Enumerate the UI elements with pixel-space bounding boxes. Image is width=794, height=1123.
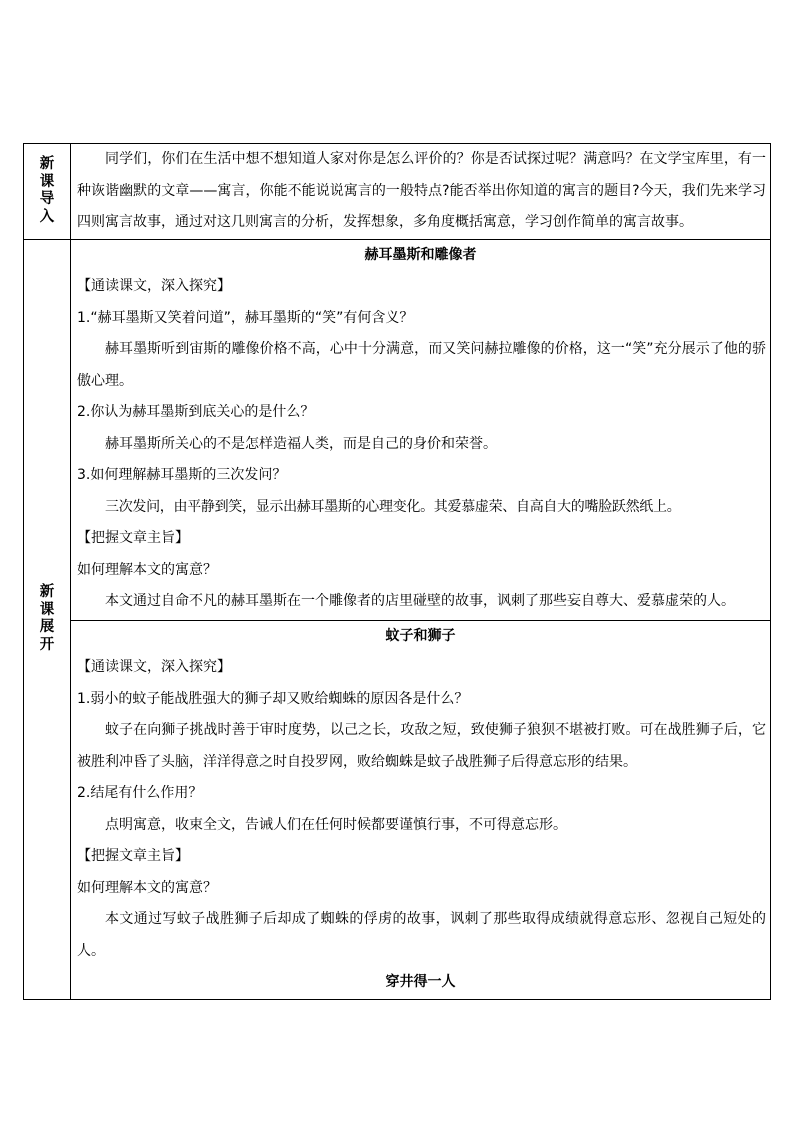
question: 3.如何理解赫耳墨斯的三次发问？ bbox=[77, 467, 287, 483]
answer: 蚊子在向狮子挑战时善于审时度势，以己之长，攻敌之短，致使狮子狼狈不堪被打败。可在战胜狮子后，它被胜利冲昏了头脑，洋洋得意之时自投罗网，败给蜘蛛是蚊子战胜狮子后得意忘形的结果。 bbox=[77, 722, 766, 770]
section-heading: 【把握文章主旨】 bbox=[77, 530, 189, 546]
answer: 三次发问，由平静到笑，显示出赫耳墨斯的心理变化。其爱慕虚荣、自高自大的嘴脸跃然纸上。 bbox=[105, 498, 681, 515]
intro-row bbox=[24, 144, 771, 240]
question: 如何理解本文的寓意？ bbox=[77, 879, 217, 896]
intro-paragraph: 同学们，你们在生活中想不想知道人家对你是怎么评价的？你是否试探过呢？满意吗？在文学宝库里，有一种诙谐幽默的文章——寓言，你能不能说说寓言的一般特点?能否举出你知道的寓言的题目?今天，我们先来学习四则寓言故事，通过对这几则寓言的分析，发挥想象，多角度概括寓意，学习创作简单的寓言故事。 bbox=[77, 151, 766, 230]
section-title: 穿井得一人 bbox=[385, 974, 456, 990]
section-hermes bbox=[71, 240, 770, 618]
main-label-cell bbox=[24, 239, 71, 999]
lesson-plan-table bbox=[23, 143, 771, 1000]
answer: 赫耳墨斯所关心的不是怎样造福人类，而是自己的身价和荣誉。 bbox=[105, 435, 497, 452]
section-heading: 【把握文章主旨】 bbox=[77, 848, 189, 864]
intro-content-cell bbox=[71, 144, 771, 240]
section-mosquito bbox=[71, 621, 770, 968]
intro-label: 新课导入 bbox=[39, 156, 55, 225]
section-title: 赫耳墨斯和雕像者 bbox=[364, 246, 477, 263]
question: 1.“赫耳墨斯又笑着问道”，赫耳墨斯的“笑”有何含义？ bbox=[77, 309, 414, 326]
question: 1.弱小的蚊子能战胜强大的狮子却又败给蜘蛛的原因各是什么？ bbox=[77, 690, 469, 707]
answer: 点明寓意，收束全文，告诫人们在任何时候都要谨慎行事，不可得意忘形。 bbox=[105, 816, 567, 833]
question: 如何理解本文的寓意？ bbox=[77, 561, 217, 578]
intro-label-cell bbox=[24, 144, 71, 240]
section-well bbox=[71, 967, 770, 999]
answer: 本文通过写蚊子战胜狮子后却成了蜘蛛的俘虏的故事，讽刺了那些取得成绩就得意忘形、忽视自己短处的人。 bbox=[77, 911, 766, 959]
section-heading: 【通读课文，深入探究】 bbox=[77, 278, 231, 294]
answer: 赫耳墨斯听到宙斯的雕像价格不高，心中十分满意，而又笑问赫拉雕像的价格，这一“笑”充分展示了他的骄傲心理。 bbox=[77, 341, 766, 389]
main-content-cell bbox=[71, 239, 771, 999]
section-heading: 【通读课文，深入探究】 bbox=[77, 659, 231, 675]
answer: 本文通过自命不凡的赫耳墨斯在一个雕像者的店里碰壁的故事，讽刺了那些妄自尊大、爱慕虚荣的人。 bbox=[105, 593, 735, 609]
section-title: 蚊子和狮子 bbox=[385, 627, 456, 644]
question: 2.结尾有什么作用？ bbox=[77, 785, 203, 801]
main-row bbox=[24, 239, 771, 999]
question: 2.你认为赫耳墨斯到底关心的是什么？ bbox=[77, 404, 315, 420]
main-label: 新课展开 bbox=[39, 584, 55, 653]
